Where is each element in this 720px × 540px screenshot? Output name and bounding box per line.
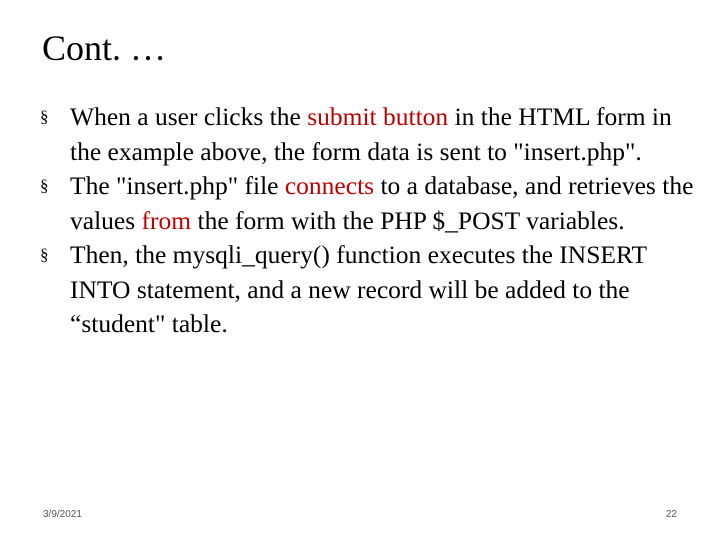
highlighted-text: connects	[284, 171, 375, 200]
bullet-text	[70, 240, 647, 338]
bullet-list	[40, 100, 700, 342]
bullet-text-segment: in the HTML form in the example above, the form data is sent to "insert.php".	[70, 102, 672, 166]
highlighted-text: from	[141, 205, 192, 235]
highlighted-text: submit button	[307, 102, 449, 131]
footer-date: 3/9/2021	[43, 509, 82, 520]
bullet-item	[40, 100, 700, 169]
bullet-square-icon: §	[40, 245, 49, 264]
bullet-item	[40, 238, 700, 342]
footer-page-number: 22	[665, 509, 677, 520]
slide-title: Cont. …	[42, 28, 167, 68]
bullet-text-segment: the form with the PHP $_POST variables.	[191, 205, 625, 235]
bullet-item	[40, 169, 700, 238]
bullet-text-segment: The "insert.php" file	[70, 171, 285, 200]
bullet-text-segment: to a database, and retrieves the values	[70, 171, 694, 235]
bullet-text-segment: Then, the mysqli_query() function executes the INSERT INTO statement, and a new record will be added to the “student" table.	[70, 240, 647, 338]
bullet-text-segment: When a user clicks the	[70, 102, 308, 131]
bullet-text	[70, 102, 672, 166]
bullet-square-icon: §	[40, 107, 49, 126]
bullet-text	[70, 171, 693, 235]
bullet-square-icon: §	[40, 176, 49, 195]
